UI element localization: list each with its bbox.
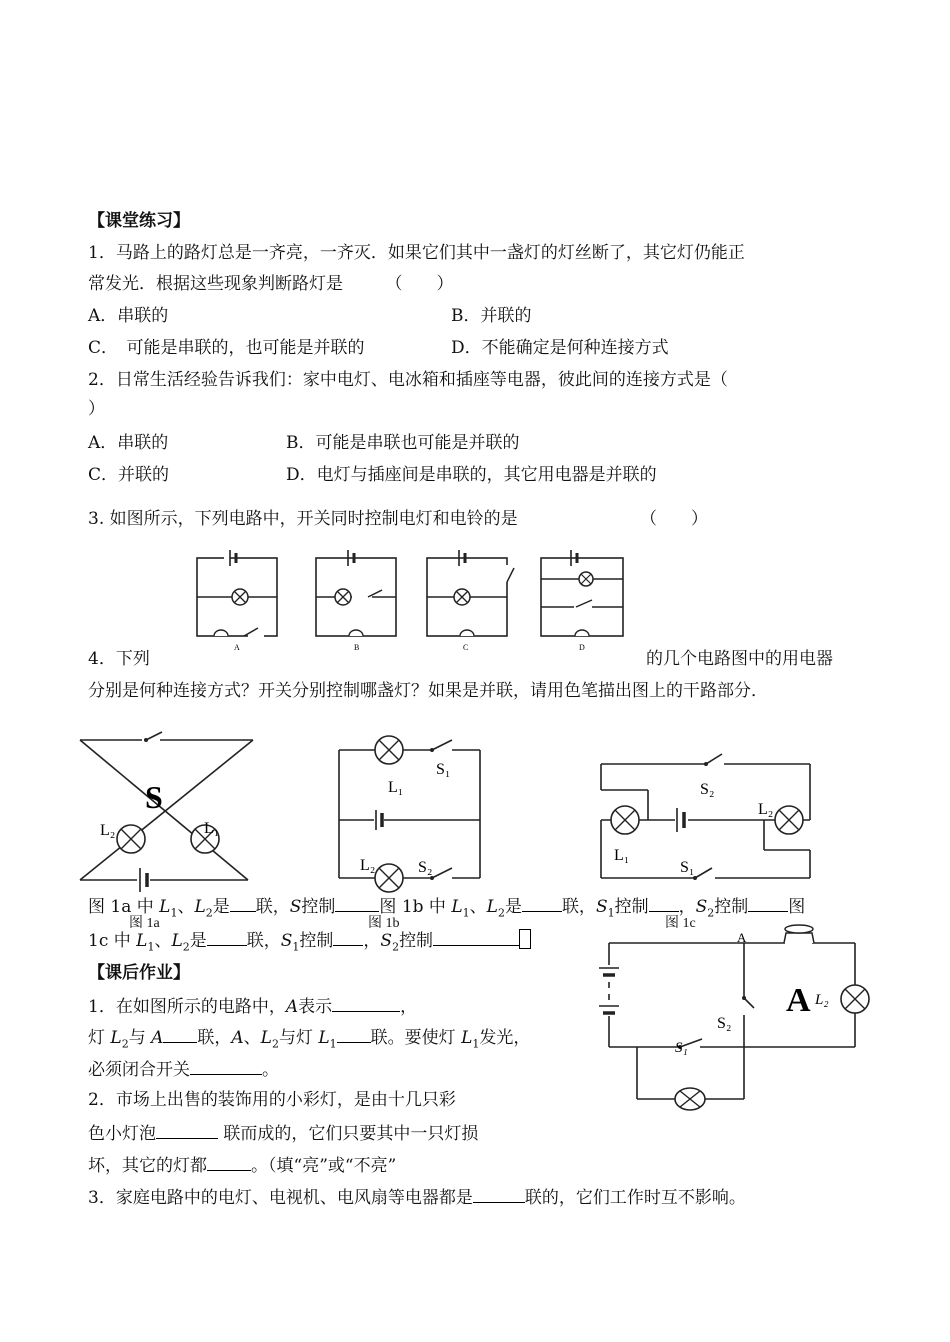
fig1a-L1-label: L₁ xyxy=(204,820,220,837)
hw1-l1-post: 表示 xyxy=(298,997,333,1017)
fill-1c-prefix: 1c 中 xyxy=(88,931,137,951)
fig1b-L2-label: L₂ xyxy=(360,857,376,874)
hw1-l2-sub2: 2 xyxy=(121,1037,129,1051)
fill-1a-ctrl: 控制 xyxy=(301,897,336,917)
hw2-l3-post: 。（填“亮”或“不亮” xyxy=(251,1156,397,1176)
q2-line2: ） xyxy=(88,399,105,419)
hw3-post: 联的，它们工作时互不影响。 xyxy=(524,1188,746,1208)
fill-1c-sub2: 2 xyxy=(182,940,190,954)
fill-1c-S1-sub: 1 xyxy=(292,940,300,954)
fill-1c-pre: 图 xyxy=(788,897,806,917)
hw2-l2-pre: 色小灯泡 xyxy=(88,1124,156,1144)
fig1b-caption: 图 1b xyxy=(368,916,400,931)
hw-diagram-L2: L₂ xyxy=(815,992,829,1008)
fill-1b-L2: L xyxy=(486,897,498,917)
fill-1b-ctrl2: 控制 xyxy=(714,897,749,917)
hw1-l3: 必须闭合开关 xyxy=(88,1060,190,1080)
fig1b-S2-label: S₂ xyxy=(418,859,433,876)
fill-1b-lian: 联， xyxy=(561,897,596,917)
hw2-l2-post: 联而成的，它们只要其中一只灯损 xyxy=(218,1124,479,1144)
hw1-l3-end: 。 xyxy=(262,1060,279,1080)
classwork-heading: 【课堂练习】 xyxy=(88,211,190,231)
fill-1a-pre: 图 1a 中 xyxy=(88,897,160,917)
q1-option-c: C． 可能是串联的，也可能是并联的 xyxy=(88,338,365,358)
q3-text: 3. 如图所示，下列电路中，开关同时控制电灯和电铃的是 xyxy=(88,509,518,529)
hw-diagram-A-top: A xyxy=(737,930,747,945)
hw1-l2-b: 与 xyxy=(128,1028,152,1048)
hw1-l2-g: 发光， xyxy=(479,1028,531,1048)
fill-1b-S2-sub: 2 xyxy=(707,906,715,920)
hw1-l2-c: 联， xyxy=(197,1028,232,1048)
fill-1b-S1-sub: 1 xyxy=(607,906,615,920)
hw1-l2-f: 联。要使灯 xyxy=(370,1028,462,1048)
fill-1c-sub1: 1 xyxy=(147,940,155,954)
hw-diagram-S2: S₂ xyxy=(717,1015,732,1032)
q4-start: 4．下列 xyxy=(88,649,150,669)
hw-diagram-S1: S₁ xyxy=(675,1040,688,1056)
hw2-line1: 2．市场上出售的装饰用的小彩灯，是由十几只彩 xyxy=(88,1090,456,1110)
circuit-c-label: C xyxy=(463,643,469,652)
q1-option-b: B．并联的 xyxy=(451,306,532,326)
fig1c-L2-label: L₂ xyxy=(758,801,774,818)
fill-1b-comma: ， xyxy=(678,897,696,917)
q1-option-a: A．串联的 xyxy=(88,306,169,326)
fill-1c-L2: L xyxy=(171,931,183,951)
fig1b-S1-label: S₁ xyxy=(436,761,451,778)
fig1a-S-label: S xyxy=(145,779,163,815)
hw2-l3-pre: 坏，其它的灯都 xyxy=(88,1156,207,1176)
fill-1b-S2: S xyxy=(695,897,708,917)
hw1-l2-e: 与灯 xyxy=(278,1028,319,1048)
fill-1c-S2-sub: 2 xyxy=(392,940,400,954)
hw1-l2-sub1: 1 xyxy=(329,1037,337,1051)
fig1c-S2-label: S₂ xyxy=(700,781,715,798)
q2-option-d: D．电灯与插座间是串联的，其它用电器是并联的 xyxy=(286,465,657,485)
fill-1c-S1: S xyxy=(280,931,293,951)
hw3-pre: 3．家庭电路中的电灯、电视机、电风扇等电器都是 xyxy=(88,1188,473,1208)
fill-1c-sep: 、 xyxy=(154,931,172,951)
fill-1b-sep: 、 xyxy=(469,897,487,917)
hw1-l2-L1b: L xyxy=(461,1028,473,1048)
fig1c-S1-label: S₁ xyxy=(680,859,695,876)
fill-1b-sub1: 1 xyxy=(462,906,470,920)
hw1-l1-end: ， xyxy=(400,997,418,1017)
fill-1c-S2: S xyxy=(380,931,393,951)
fill-1c-is: 是 xyxy=(189,931,207,951)
hw1-l1-pre: 1．在如图所示的电路中， xyxy=(88,997,286,1017)
q1-option-d: D．不能确定是何种连接方式 xyxy=(451,338,669,358)
hw1-l2-L2: L xyxy=(110,1028,122,1048)
fill-1a-sub2: 2 xyxy=(205,906,213,920)
fig1a-caption: 图 1a xyxy=(129,916,160,931)
hw1-l2-L2b: L xyxy=(260,1028,272,1048)
fill-1c-lian: 联， xyxy=(246,931,281,951)
q1-line1: 1．马路上的路灯总是一齐亮，一齐灭．如果它们其中一盏灯的灯丝断了，其它灯仍能正 xyxy=(88,243,745,263)
hw1-l2-sub1b: 1 xyxy=(472,1037,480,1051)
homework-heading: 【课后作业】 xyxy=(88,963,190,983)
fill-1b-pre: 图 1b 中 xyxy=(379,897,452,917)
q4-line2: 分别是何种连接方式？开关分别控制哪盏灯？如果是并联，请用色笔描出图上的干路部分． xyxy=(88,681,768,701)
fig1b-L1-label: L₁ xyxy=(388,779,404,796)
q4-end: 的几个电路图中的用电器 xyxy=(646,649,833,669)
circuit-a-label: A xyxy=(234,643,240,652)
fill-1b-sub2: 2 xyxy=(497,906,505,920)
fill-1c-ctrl2: 控制 xyxy=(399,931,434,951)
fill-1b-ctrl1: 控制 xyxy=(614,897,649,917)
hw1-l2-a: 灯 xyxy=(88,1028,111,1048)
q1-line2: 常发光．根据这些现象判断路灯是 （ ） xyxy=(88,274,454,294)
hw-diagram-ammeter-A: A xyxy=(786,982,811,1019)
fill-1c-ctrl1: 控制 xyxy=(299,931,334,951)
circuit-b-label: B xyxy=(354,643,360,652)
fill-1c-comma: ， xyxy=(363,931,381,951)
hw1-l2-d: 、 xyxy=(243,1028,261,1048)
fill-1b-is: 是 xyxy=(504,897,522,917)
fig1a-L2-label: L₂ xyxy=(100,822,116,839)
q2-option-c: C．并联的 xyxy=(88,465,170,485)
fill-1a-lian: 联， xyxy=(255,897,290,917)
hw1-l1-A: A xyxy=(285,997,299,1017)
fill-1a-is: 是 xyxy=(212,897,230,917)
q2-line1: 2．日常生活经验告诉我们：家中电灯、电冰箱和插座等电器，彼此间的连接方式是（ xyxy=(88,370,728,390)
q2-option-b: B．可能是串联也可能是并联的 xyxy=(286,433,520,453)
fill-1a-sub1: 1 xyxy=(170,906,178,920)
fill-1a-S: S xyxy=(289,897,302,917)
fig1c-caption: 图 1c xyxy=(665,916,696,931)
hw1-l2-A2: A xyxy=(231,1028,244,1048)
fill-1a-L1: L xyxy=(159,897,171,917)
fill-1a-sep: 、 xyxy=(177,897,195,917)
hw1-l2-L1: L xyxy=(318,1028,330,1048)
fill-1a-L2: L xyxy=(194,897,206,917)
fig1c-L1-label: L₁ xyxy=(614,847,630,864)
fill-1b-S1: S xyxy=(595,897,608,917)
q2-option-a: A．串联的 xyxy=(88,433,169,453)
fill-1b-L1: L xyxy=(451,897,463,917)
hw1-l2-sub2b: 2 xyxy=(271,1037,279,1051)
circuit-d-label: D xyxy=(579,643,585,652)
hw1-l2-A: A xyxy=(151,1028,164,1048)
q3-paren: （ ） xyxy=(640,509,708,529)
fill-1c-L1: L xyxy=(136,931,148,951)
